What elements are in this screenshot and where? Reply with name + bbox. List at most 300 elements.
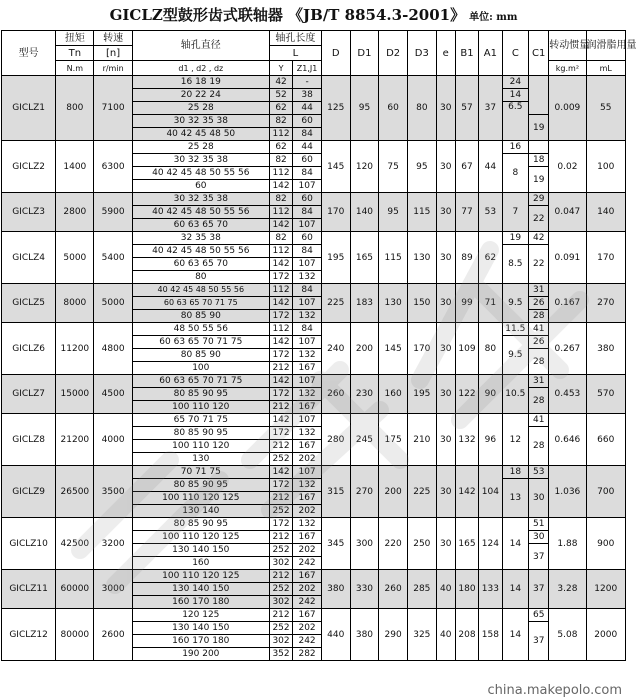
- len-y-cell: 142: [269, 466, 292, 479]
- B1-cell: 57: [455, 76, 478, 141]
- A1-cell: 62: [479, 232, 502, 284]
- bore-cell: 130: [132, 453, 269, 466]
- model-group-giclz7: [2, 375, 626, 414]
- len-z-cell: 167: [293, 492, 322, 505]
- len-z-cell: 202: [293, 583, 322, 596]
- C1-cell: 30: [529, 531, 549, 544]
- D-cell: 170: [321, 193, 350, 232]
- A1-cell: 37: [479, 76, 502, 141]
- model-cell: GICLZ9: [2, 466, 56, 518]
- len-y-cell: 142: [269, 336, 292, 349]
- bore-cell: 80 85 90: [132, 310, 269, 323]
- D2-cell: 290: [379, 609, 408, 661]
- len-z-cell: 44: [293, 102, 322, 115]
- model-group-giclz10: [2, 518, 626, 570]
- C-cell: 13: [502, 479, 529, 518]
- speed-cell: 7100: [94, 76, 132, 141]
- grease-cell: 100: [586, 141, 626, 193]
- bore-cell: 25 28: [132, 102, 269, 115]
- len-y-cell: 252: [269, 453, 292, 466]
- bore-cell: 40 42 45 48 50 55 56: [132, 284, 269, 297]
- len-z-cell: 60: [293, 115, 322, 128]
- C-cell: 16: [502, 141, 529, 154]
- C-cell: 24: [502, 76, 529, 89]
- bore-cell: 100 110 120 125: [132, 570, 269, 583]
- speed-cell: 6300: [94, 141, 132, 193]
- C1-cell: [529, 141, 549, 154]
- len-z-cell: 202: [293, 544, 322, 557]
- len-y-cell: 52: [269, 89, 292, 102]
- len-z-cell: 107: [293, 466, 322, 479]
- D-cell: 225: [321, 284, 350, 323]
- torque-cell: 5000: [56, 232, 94, 284]
- D-cell: 440: [321, 609, 350, 661]
- bore-cell: 60: [132, 180, 269, 193]
- bore-cell: 80 85 90 95: [132, 388, 269, 401]
- bore-cell: 70 71 75: [132, 466, 269, 479]
- len-z-cell: 84: [293, 167, 322, 180]
- C-cell: 14: [502, 89, 529, 102]
- len-z-cell: 167: [293, 609, 322, 622]
- model-group-giclz11: [2, 570, 626, 609]
- len-y-cell: 302: [269, 635, 292, 648]
- model-group-giclz12: [2, 609, 626, 661]
- A1-cell: 158: [479, 609, 502, 661]
- bore-cell: 25 28: [132, 141, 269, 154]
- D2-cell: 260: [379, 570, 408, 609]
- C-cell: 19: [502, 232, 529, 245]
- e-cell: 30: [436, 141, 455, 193]
- header-torque-unit: N.m: [56, 61, 94, 76]
- B1-cell: 142: [455, 466, 478, 518]
- header-length: 轴孔长度: [269, 31, 321, 46]
- bore-cell: 60 63 65 70 71 75: [132, 375, 269, 388]
- grease-cell: 140: [586, 193, 626, 232]
- speed-cell: 5900: [94, 193, 132, 232]
- D2-cell: 75: [379, 141, 408, 193]
- model-cell: GICLZ4: [2, 232, 56, 284]
- torque-cell: 60000: [56, 570, 94, 609]
- A1-cell: 96: [479, 414, 502, 466]
- inertia-cell: 0.646: [549, 414, 586, 466]
- len-z-cell: 242: [293, 635, 322, 648]
- A1-cell: 104: [479, 466, 502, 518]
- C-cell: 14: [502, 609, 529, 661]
- bore-cell: 80: [132, 271, 269, 284]
- header-bore-sub: d1 , d2 , dz: [132, 61, 269, 76]
- len-y-cell: 252: [269, 583, 292, 596]
- e-cell: 30: [436, 466, 455, 518]
- D1-cell: 120: [350, 141, 379, 193]
- C-cell: 7: [502, 193, 529, 232]
- D3-cell: 325: [407, 609, 436, 661]
- inertia-cell: 1.88: [549, 518, 586, 570]
- D-cell: 260: [321, 375, 350, 414]
- B1-cell: 109: [455, 323, 478, 375]
- len-z-cell: 202: [293, 453, 322, 466]
- C1-cell: 22: [529, 245, 549, 284]
- len-z-cell: 167: [293, 531, 322, 544]
- e-cell: 30: [436, 414, 455, 466]
- C1-cell: 22: [529, 206, 549, 232]
- header-inertia: 转动惯量: [549, 31, 586, 61]
- D3-cell: 225: [407, 466, 436, 518]
- C1-cell: 53: [529, 466, 549, 479]
- len-z-cell: 282: [293, 648, 322, 661]
- header-bore: 轴孔直径: [132, 31, 269, 61]
- A1-cell: 53: [479, 193, 502, 232]
- header-inertia-unit: kg.m²: [549, 61, 586, 76]
- len-z-cell: 202: [293, 505, 322, 518]
- D3-cell: 195: [407, 375, 436, 414]
- D3-cell: 130: [407, 232, 436, 284]
- len-z-cell: 44: [293, 141, 322, 154]
- len-y-cell: 142: [269, 375, 292, 388]
- C-cell: 8.5: [502, 245, 529, 284]
- model-group-giclz6: [2, 323, 626, 375]
- speed-cell: 4800: [94, 323, 132, 375]
- e-cell: 40: [436, 570, 455, 609]
- torque-cell: 2800: [56, 193, 94, 232]
- e-cell: 30: [436, 284, 455, 323]
- C1-cell: 30: [529, 479, 549, 518]
- D-cell: 240: [321, 323, 350, 375]
- len-y-cell: 252: [269, 505, 292, 518]
- header-speed-symbol: [n]: [94, 46, 132, 61]
- speed-cell: 3000: [94, 570, 132, 609]
- speed-cell: 4500: [94, 375, 132, 414]
- header-C1: C1: [529, 31, 549, 76]
- grease-cell: 660: [586, 414, 626, 466]
- header-torque-symbol: Tn: [56, 46, 94, 61]
- torque-cell: 80000: [56, 609, 94, 661]
- torque-cell: 8000: [56, 284, 94, 323]
- header-D: D: [321, 31, 350, 76]
- C1-cell: 28: [529, 349, 549, 375]
- bore-cell: 40 42 45 48 50 55 56: [132, 245, 269, 258]
- grease-cell: 900: [586, 518, 626, 570]
- bore-cell: 30 32 35 38: [132, 154, 269, 167]
- len-y-cell: 212: [269, 570, 292, 583]
- len-y-cell: 352: [269, 648, 292, 661]
- len-z-cell: 242: [293, 557, 322, 570]
- D1-cell: 300: [350, 518, 379, 570]
- bore-cell: 80 85 90: [132, 349, 269, 362]
- D2-cell: 220: [379, 518, 408, 570]
- C1-cell: 65: [529, 609, 549, 622]
- len-z-cell: -: [293, 76, 322, 89]
- speed-cell: 3200: [94, 518, 132, 570]
- C1-cell: 19: [529, 115, 549, 141]
- len-z-cell: 84: [293, 284, 322, 297]
- header-grease-unit: mL: [586, 61, 626, 76]
- len-y-cell: 302: [269, 596, 292, 609]
- D2-cell: 200: [379, 466, 408, 518]
- len-z-cell: 242: [293, 596, 322, 609]
- bore-cell: 160 170 180: [132, 596, 269, 609]
- D-cell: 195: [321, 232, 350, 284]
- len-z-cell: 60: [293, 154, 322, 167]
- bore-cell: 120 125: [132, 609, 269, 622]
- len-z-cell: 167: [293, 440, 322, 453]
- len-y-cell: 82: [269, 115, 292, 128]
- len-y-cell: 172: [269, 427, 292, 440]
- page-title: [0, 0, 627, 30]
- C-cell: 10.5: [502, 375, 529, 414]
- C1-cell: 37: [529, 544, 549, 570]
- model-cell: GICLZ5: [2, 284, 56, 323]
- D1-cell: 245: [350, 414, 379, 466]
- inertia-cell: 0.009: [549, 76, 586, 141]
- bore-cell: 60 63 65 70: [132, 258, 269, 271]
- D-cell: 125: [321, 76, 350, 141]
- C1-cell: 28: [529, 388, 549, 414]
- C1-cell: 26: [529, 336, 549, 349]
- e-cell: 30: [436, 518, 455, 570]
- B1-cell: 77: [455, 193, 478, 232]
- inertia-cell: 0.167: [549, 284, 586, 323]
- len-y-cell: 302: [269, 557, 292, 570]
- header-length-symbol: L: [269, 46, 321, 61]
- len-y-cell: 172: [269, 310, 292, 323]
- D-cell: 345: [321, 518, 350, 570]
- bore-cell: 130 140 150: [132, 544, 269, 557]
- D2-cell: 60: [379, 76, 408, 141]
- len-y-cell: 212: [269, 609, 292, 622]
- inertia-cell: 0.267: [549, 323, 586, 375]
- D1-cell: 200: [350, 323, 379, 375]
- bore-cell: 20 22 24: [132, 89, 269, 102]
- grease-cell: 55: [586, 76, 626, 141]
- bore-cell: 80 85 90 95: [132, 518, 269, 531]
- torque-cell: 15000: [56, 375, 94, 414]
- D1-cell: 330: [350, 570, 379, 609]
- len-y-cell: 82: [269, 193, 292, 206]
- C-cell: 14: [502, 518, 529, 570]
- model-cell: GICLZ7: [2, 375, 56, 414]
- len-y-cell: 142: [269, 180, 292, 193]
- D3-cell: 95: [407, 141, 436, 193]
- model-group-giclz2: [2, 141, 626, 193]
- bore-cell: 130 140 150: [132, 622, 269, 635]
- len-y-cell: 252: [269, 544, 292, 557]
- D3-cell: 285: [407, 570, 436, 609]
- len-y-cell: 212: [269, 531, 292, 544]
- len-y-cell: 172: [269, 349, 292, 362]
- bore-cell: 65 70 71 75: [132, 414, 269, 427]
- C-cell: 9.5: [502, 336, 529, 375]
- grease-cell: 1200: [586, 570, 626, 609]
- D3-cell: 210: [407, 414, 436, 466]
- len-y-cell: 42: [269, 76, 292, 89]
- bore-cell: 130 140: [132, 505, 269, 518]
- D1-cell: 230: [350, 375, 379, 414]
- len-z-cell: 107: [293, 258, 322, 271]
- torque-cell: 26500: [56, 466, 94, 518]
- C1-cell: 18: [529, 154, 549, 167]
- C-cell: 11.5: [502, 323, 529, 336]
- grease-cell: 700: [586, 466, 626, 518]
- speed-cell: 2600: [94, 609, 132, 661]
- header-speed-unit: r/min: [94, 61, 132, 76]
- len-z-cell: 84: [293, 128, 322, 141]
- len-y-cell: 62: [269, 102, 292, 115]
- A1-cell: 124: [479, 518, 502, 570]
- bore-cell: 32 35 38: [132, 232, 269, 245]
- C1-cell: 31: [529, 284, 549, 297]
- bore-cell: 160: [132, 557, 269, 570]
- D2-cell: 145: [379, 323, 408, 375]
- C1-cell: 29: [529, 193, 549, 206]
- inertia-cell: 0.047: [549, 193, 586, 232]
- bore-cell: 100 110 120 125: [132, 531, 269, 544]
- bore-cell: 40 42 45 48 50 55 56: [132, 206, 269, 219]
- bore-cell: 30 32 35 38: [132, 193, 269, 206]
- bore-cell: 60 63 65 70 71 75: [132, 336, 269, 349]
- len-z-cell: 132: [293, 271, 322, 284]
- model-cell: GICLZ10: [2, 518, 56, 570]
- header-D2: D2: [379, 31, 408, 76]
- D-cell: 315: [321, 466, 350, 518]
- C1-cell: 19: [529, 167, 549, 193]
- grease-cell: 270: [586, 284, 626, 323]
- e-cell: 40: [436, 609, 455, 661]
- len-y-cell: 172: [269, 518, 292, 531]
- model-cell: GICLZ8: [2, 414, 56, 466]
- header-e: e: [436, 31, 455, 76]
- torque-cell: 21200: [56, 414, 94, 466]
- speed-cell: 4000: [94, 414, 132, 466]
- len-y-cell: 142: [269, 258, 292, 271]
- B1-cell: 122: [455, 375, 478, 414]
- D2-cell: 115: [379, 232, 408, 284]
- C1-cell: 31: [529, 375, 549, 388]
- B1-cell: 180: [455, 570, 478, 609]
- model-cell: GICLZ1: [2, 76, 56, 141]
- inertia-cell: 0.453: [549, 375, 586, 414]
- A1-cell: 80: [479, 323, 502, 375]
- e-cell: 30: [436, 323, 455, 375]
- C-cell: 9.5: [502, 284, 529, 323]
- len-y-cell: 112: [269, 284, 292, 297]
- model-cell: GICLZ12: [2, 609, 56, 661]
- A1-cell: 90: [479, 375, 502, 414]
- bore-cell: 100: [132, 362, 269, 375]
- len-y-cell: 172: [269, 479, 292, 492]
- torque-cell: 11200: [56, 323, 94, 375]
- header-torque: 扭矩: [56, 31, 94, 46]
- C1-cell: 37: [529, 622, 549, 661]
- e-cell: 30: [436, 76, 455, 141]
- len-y-cell: 212: [269, 492, 292, 505]
- len-z-cell: 84: [293, 245, 322, 258]
- B1-cell: 99: [455, 284, 478, 323]
- len-y-cell: 142: [269, 219, 292, 232]
- len-z-cell: 202: [293, 622, 322, 635]
- header-D3: D3: [407, 31, 436, 76]
- A1-cell: 71: [479, 284, 502, 323]
- C1-cell: 51: [529, 518, 549, 531]
- D3-cell: 170: [407, 323, 436, 375]
- model-cell: GICLZ6: [2, 323, 56, 375]
- len-z-cell: 132: [293, 427, 322, 440]
- speed-cell: 5400: [94, 232, 132, 284]
- coupling-spec-table: [1, 30, 637, 661]
- len-z-cell: 107: [293, 375, 322, 388]
- D-cell: 145: [321, 141, 350, 193]
- len-y-cell: 112: [269, 245, 292, 258]
- model-group-giclz1: [2, 76, 626, 141]
- header-D1: D1: [350, 31, 379, 76]
- C1-cell: [529, 76, 549, 115]
- C-cell: 18: [502, 466, 529, 479]
- bore-cell: 160 170 180: [132, 635, 269, 648]
- bore-cell: 80 85 90 95: [132, 479, 269, 492]
- len-y-cell: 172: [269, 271, 292, 284]
- len-z-cell: 38: [293, 89, 322, 102]
- C1-cell: 41: [529, 323, 549, 336]
- C1-cell: 37: [529, 570, 549, 609]
- model-group-giclz8: [2, 414, 626, 466]
- len-y-cell: 212: [269, 362, 292, 375]
- model-cell: GICLZ2: [2, 141, 56, 193]
- torque-cell: 42500: [56, 518, 94, 570]
- D-cell: 280: [321, 414, 350, 466]
- header-length-z: Z1,J1: [293, 61, 322, 76]
- C-cell: 14: [502, 570, 529, 609]
- bore-cell: 30 32 35 38: [132, 115, 269, 128]
- bore-cell: 40 42 45 48 50: [132, 128, 269, 141]
- e-cell: 30: [436, 375, 455, 414]
- model-cell: GICLZ11: [2, 570, 56, 609]
- inertia-cell: 5.08: [549, 609, 586, 661]
- len-y-cell: 112: [269, 206, 292, 219]
- D3-cell: 115: [407, 193, 436, 232]
- A1-cell: 44: [479, 141, 502, 193]
- bore-cell: 60 63 65 70: [132, 219, 269, 232]
- A1-cell: 133: [479, 570, 502, 609]
- len-z-cell: 107: [293, 414, 322, 427]
- B1-cell: 132: [455, 414, 478, 466]
- model-cell: GICLZ3: [2, 193, 56, 232]
- len-z-cell: 107: [293, 180, 322, 193]
- D2-cell: 175: [379, 414, 408, 466]
- header-A1: A1: [479, 31, 502, 76]
- source-footer: china.makepolo.com: [485, 683, 625, 698]
- len-z-cell: 107: [293, 297, 322, 310]
- model-group-giclz5: [2, 284, 626, 323]
- torque-cell: 1400: [56, 141, 94, 193]
- len-z-cell: 132: [293, 518, 322, 531]
- D1-cell: 165: [350, 232, 379, 284]
- len-y-cell: 112: [269, 128, 292, 141]
- inertia-cell: 1.036: [549, 466, 586, 518]
- C1-cell: 26: [529, 297, 549, 310]
- bore-cell: 48 50 55 56: [132, 323, 269, 336]
- len-y-cell: 112: [269, 167, 292, 180]
- len-z-cell: 132: [293, 310, 322, 323]
- header-B1: B1: [455, 31, 478, 76]
- bore-cell: 130 140 150: [132, 583, 269, 596]
- title-text: GICLZ型鼓形齿式联轴器 《JB/T 8854.3-2001》: [109, 6, 466, 24]
- D1-cell: 380: [350, 609, 379, 661]
- len-z-cell: 84: [293, 206, 322, 219]
- len-z-cell: 132: [293, 479, 322, 492]
- grease-cell: 570: [586, 375, 626, 414]
- len-z-cell: 132: [293, 388, 322, 401]
- C1-cell: 28: [529, 427, 549, 466]
- e-cell: 30: [436, 232, 455, 284]
